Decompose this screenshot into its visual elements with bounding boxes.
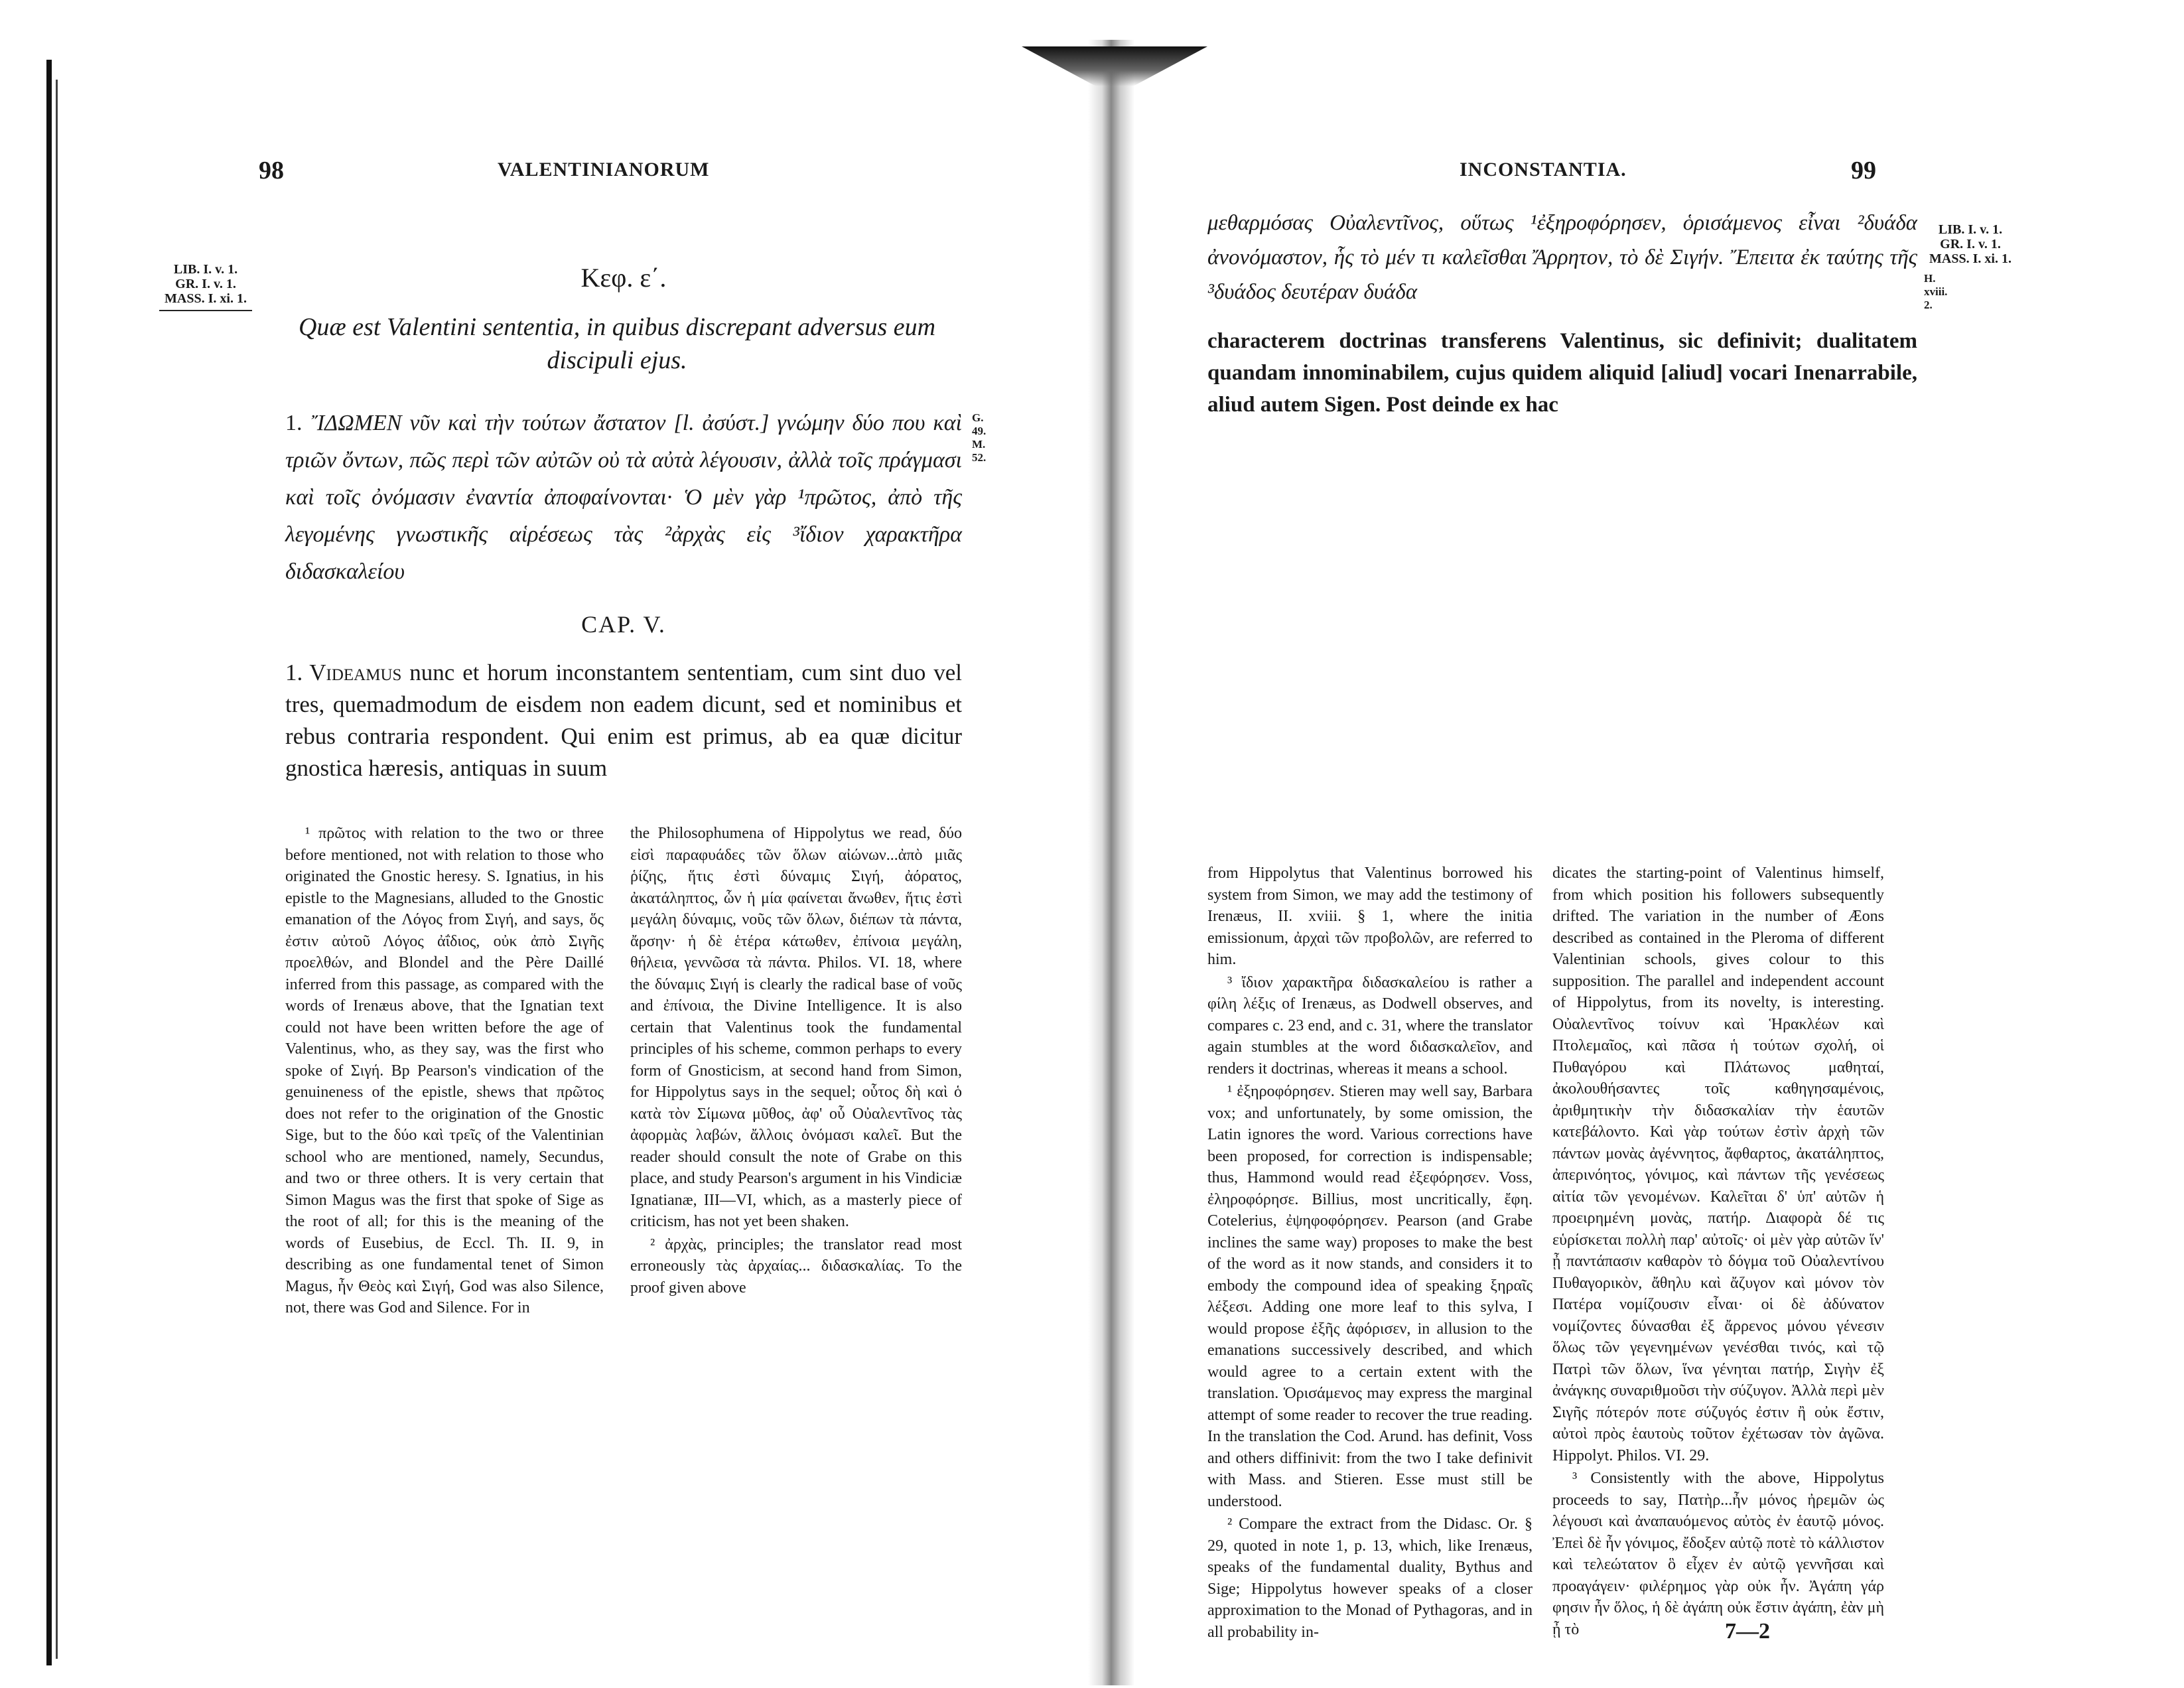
footnote: ² Compare the extract from the Didasc. Or. § 29, quoted in note 1, p. 13, which, like Irenæus, speaks of the fundamental duality, Bythus and Sige; Hippolytus however speaks of a closer approximation to the Monad of Pythagoras, and in all probability in-: [1207, 1515, 1533, 1641]
greek-paragraph: μεθαρμόσας Οὐαλεντῖνος, οὕτως ¹ἐξηροφόρησεν, ὁρισάμενος εἶναι ²δυάδα ἀνονόμαστον, ἧς τὸ μέν τι καλεῖσθαι Ἄρρητον, τὸ δὲ Σιγήν. Ἔπειτα ἐκ ταύτης τῆς ³δυάδος δευτέραν δυάδα: [1207, 211, 1917, 304]
latin-paragraph: characterem doctrinas transferens Valentinus, sic definivit; dualitatem quandam innominabilem, cujus quidem aliquid [aliud] vocari Inenarrabile, aliud autem Sigen. Post deinde ex hac: [1207, 329, 1917, 417]
paragraph-number: 1.: [285, 411, 303, 435]
paragraph-number: 1.: [285, 660, 303, 685]
footnotes-column-2: [630, 823, 962, 1300]
footnote: ³ Consistently with the above, Hippolytus proceeds to say, Πατὴρ...ἦν μόνος ἠρεμῶν ὡς λέγουσι καὶ ἀναπαυόμενος αὐτὸς ἐν ἑαυτῷ μόνος. Ἐπεὶ δὲ ἦν γόνιμος, ἔδοξεν αὐτῷ ποτὲ τὸ κάλλιστον καὶ τελεώτατον ὃ εἶχεν ἐν αὐτῷ γεννῆσαι καὶ προαγάγειν· φιλέρημος γὰρ οὐκ ἦν. Ἀγάπη γάρ φησιν ἦν ὅλος, ἡ δὲ ἀγάπη οὐκ ἔστιν ἀγάπη, ἐὰν μὴ ᾖ τὸ: [1552, 1470, 1884, 1638]
latin-chapter-heading: CAP. V.: [581, 611, 666, 638]
footnotes-column-1: [285, 823, 604, 1320]
cross-reference: H. xviii. 2.: [1924, 272, 1948, 311]
footnote: the Philosophumena of Hippolytus we read, δύο εἰσὶ παραφυάδες τῶν ὅλων αἰώνων...ἀπὸ μιᾶς ῥίζης, ἥτις ἐστὶ δύναμις Σιγή, ἀόρατος, ἀκατάληπτος, ὧν ἡ μία φαίνεται ἄνωθεν, ἥτις ἐστὶ μεγάλη δύναμις, νοῦς τῶν ὅλων, διέπων τὰ πάντα, ἄρσην· ἡ δὲ ἑτέρα κάτωθεν, ἐπίνοια μεγάλη, θήλεια, γεννῶσα τὰ πάντα. Philos. VI. 18, where the δύναμις Σιγή is clearly the radical base of νοῦς and ἐπίνοια, the Divine Intelligence. It is also certain that Valentinus took the fundamental principles of his scheme, common perhaps to every form of Gnosticism, at second hand from Simon, for Hippolytus says in the sequel; οὗτος δὴ καὶ ὁ κατὰ τὸν Σίμωνα μῦθος, ἀφ' οὗ Οὐαλεντῖνος τὰς ἀφορμὰς λαβών, ἄλλοις ὀνόμασι καλεῖ. But the reader should consult the note of Grabe on this place, and study Pearson's argument in his Vindiciæ Ignatianæ, III—VI, which, as a masterly piece of criticism, has not yet been shaken.: [630, 825, 962, 1230]
footnote: from Hippolytus that Valentinus borrowed his system from Simon, we may add the testimony of Irenæus, II. xviii. § 1, where the initia emissionum, ἀρχαὶ τῶν προβολῶν, are referred to him.: [1207, 865, 1533, 968]
signature-mark: 7—2: [1725, 1619, 1770, 1644]
footnote: ³ ἴδιον χαρακτῆρα διδασκαλείου is rather a φίλη λέξις of Irenæus, as Dodwell observes, and compares c. 23 end, and c. 31, where the translator again stumbles at the word διδασκαλεῖον, and renders it doctrinas, whereas it means a school.: [1207, 973, 1533, 1078]
left-page: [165, 0, 987, 1688]
greek-text: ἼΔΩΜΕΝ νῦν καὶ τὴν τούτων ἄστατον [l. ἀσύστ.] γνώμην δύο που καὶ τριῶν ὄντων, πῶς περὶ τῶν αὐτῶν οὐ τὰ αὐτὰ λέγουσιν, ἀλλὰ τοῖς πράγμασι καὶ τοῖς ὀνόμασιν ἐναντία ἀποφαίνονται· Ὁ μὲν γὰρ ¹πρῶτος, ἀπὸ τῆς λεγομένης γνωστικῆς αἱρέσεως τὰς ²ἀρχὰς εἰς ³ἴδιον χαρακτῆρα διδασκαλείου: [285, 411, 962, 584]
footnote: ² ἀρχὰς, principles; the translator read most erroneously τὰς ἀρχαίας... διδασκαλίας. To the proof given above: [630, 1235, 962, 1297]
book-edge-inner: [56, 80, 58, 1659]
greek-paragraph: [285, 405, 962, 591]
book-edge: [46, 60, 52, 1665]
footnote: ¹ πρῶτος with relation to the two or three before mentioned, not with relation to those who originated the Gnostic heresy. S. Ignatius, in his epistle to the Magnesians, alluded to the Gnostic emanation of the Λόγος from Σιγή, and says, ὅς ἐστιν αὐτοῦ Λόγος ἀΐδιος, οὐκ ἀπὸ Σιγῆς προελθών, and Blondel and the Père Daillé inferred from this passage, as compared with the words of Irenæus above, that the Ignatian text could not have been written before the age of Valentinus, who, as they say, was the first who spoke of Σιγή. Bp Pearson's vindication of the genuineness of the epistle, shews that πρῶτος does not refer to the origination of the Gnostic Sige, but to the δύο καὶ τρεῖς of the Valentinian school who are mentioned, namely, Secundus, and two or three others. It is very certain that Simon Magus was the first that spoke of Sige as the root of all; for this is the meaning of the words of Eusebius, de Eccl. Th. II. 9, in describing as one fundamental tenet of Simon Magus, ἦν Θεὸς καὶ Σιγή, God was also Silence, not, there was God and Silence. For in: [285, 825, 604, 1316]
gutter-shadow: [1022, 46, 1207, 86]
chapter-subtitle: Quæ est Valentini sententia, in quibus discrepant adversus eum discipuli ejus.: [298, 313, 936, 374]
latin-paragraph: [285, 657, 962, 784]
footnotes-column-1: [1207, 863, 1533, 1644]
margin-reference: LIB. I. v. 1. GR. I. v. 1. MASS. I. xi. 1.: [159, 262, 252, 311]
running-title: VALENTINIANORUM: [498, 159, 710, 180]
footnotes-column-2: [1552, 863, 1884, 1642]
running-head: [1181, 156, 1917, 189]
first-word: Videamus: [309, 660, 402, 685]
footnote: ¹ ἐξηροφόρησεν. Stieren may well say, Barbara vox; and unfortunately, by some omission, the Latin ignores the word. Various corrections have been proposed, for correction is indispensable; thus, Hammond would read ἐξεφόρησεν. Voss, ἐληροφόρησε. Billius, most uncritically, ἔφη. Cotelerius, ἐψηφοφόρησεν. Pearson (and Grabe inclines the same way) proposes to make the best of the word as it now stands, and considers it to embody the compound idea of speaking ξηραῖς λέξεσι. Adding one more leaf to this sylva, I would propose ἐξῆς ἀφόρισεν, in allusion to the emanations successively described, and which would agree to a certain extent with the translation. Ὁρισάμενος may express the marginal attempt of some reader to recover the true reading. In the translation the Cod. Arund. has definit, Voss and others diffinivit: from the two I take definivit with Mass. and Stieren. Esse must still be understood.: [1207, 1083, 1533, 1510]
page-number: 98: [259, 157, 284, 184]
cross-reference: G. 49. M. 52.: [972, 411, 987, 464]
greek-chapter-heading: Κεφ. ε΄.: [580, 263, 667, 293]
book-gutter: [1088, 40, 1134, 1685]
footnote: dicates the starting-point of Valentinus himself, from which position his followers subsequently drifted. The variation in the number of Æons described as contained in the Pleroma of different Valentinian schools, gives colour to this supposition. The parallel and independent account of Hippolytus, from its novelty, is interesting. Οὐαλεντῖνος τοίνυν καὶ Ἡρακλέων καὶ Πτολεμαῖος, καὶ πᾶσα ἡ τούτων σχολή, οἱ Πυθαγόρου καὶ Πλάτωνος μαθηταί, ἀκολουθήσαντες τοῖς καθηγησαμένοις, ἀριθμητικὴν τὴν διδασκαλίαν τὴν ἑαυτῶν κατεβάλοντο. Καὶ γὰρ τούτων ἐστὶν ἀρχὴ τῶν πάντων μονὰς ἀγέννητος, ἄφθαρτος, ἀκατάληπτος, ἀπερινόητος, γόνιμος, καὶ πάντων τῆς γενέσεως αἰτία τῶν γενομένων. Καλεῖται δ' ὑπ' αὐτῶν ἡ προειρημένη μονὰς, πατήρ. Διαφορὰ δέ τις εὑρίσκεται πολλὴ παρ' αὐτοῖς· οἱ μὲν γὰρ αὐτῶν ἵν' ᾖ παντάπασιν καθαρὸν τὸ δόγμα τοῦ Οὐαλεντίνου Πυθαγορικὸν, ἄθηλυ καὶ ἄζυγον καὶ μόνον τὸν Πατέρα νομίζουσιν εἶναι· οἱ δὲ ἀδύνατον νομίζοντες δύνασθαι ἐξ ἄρρενος μόνου γένεσιν ὅλως τῶν γεγενημένων γενέσθαι τινός, καὶ τῷ Πατρὶ τῶν ὅλων, ἵνα γένηται πατήρ, Σιγὴν ἐξ ἀνάγκης συναριθμοῦσι τὴν σύζυγον. Ἀλλὰ περὶ μὲν Σιγῆς πότερόν ποτε σύζυγός ἐστιν ἢ οὐκ ἔστιν, αὐτοὶ πρὸς ἑαυτοὺς τοῦτον ἐχέτωσαν τὸν ἀγῶνα. Hippolyt. Philos. VI. 29.: [1552, 865, 1884, 1464]
latin-text: nunc et horum inconstantem sententiam, cum sint duo vel tres, quemadmodum de eisdem non eadem dicunt, sed et nominibus et rebus contraria respondent. Qui enim est primus, ab ea quæ dicitur gnostica hæresis, antiquas in suum: [285, 660, 962, 781]
running-head: [166, 156, 975, 189]
margin-reference: LIB. I. v. 1. GR. I. v. 1. MASS. I. xi. 1.: [1929, 222, 2012, 266]
page-number: 99: [1851, 157, 1876, 184]
running-title: INCONSTANTIA.: [1460, 159, 1627, 180]
right-page: [1181, 0, 2012, 1688]
